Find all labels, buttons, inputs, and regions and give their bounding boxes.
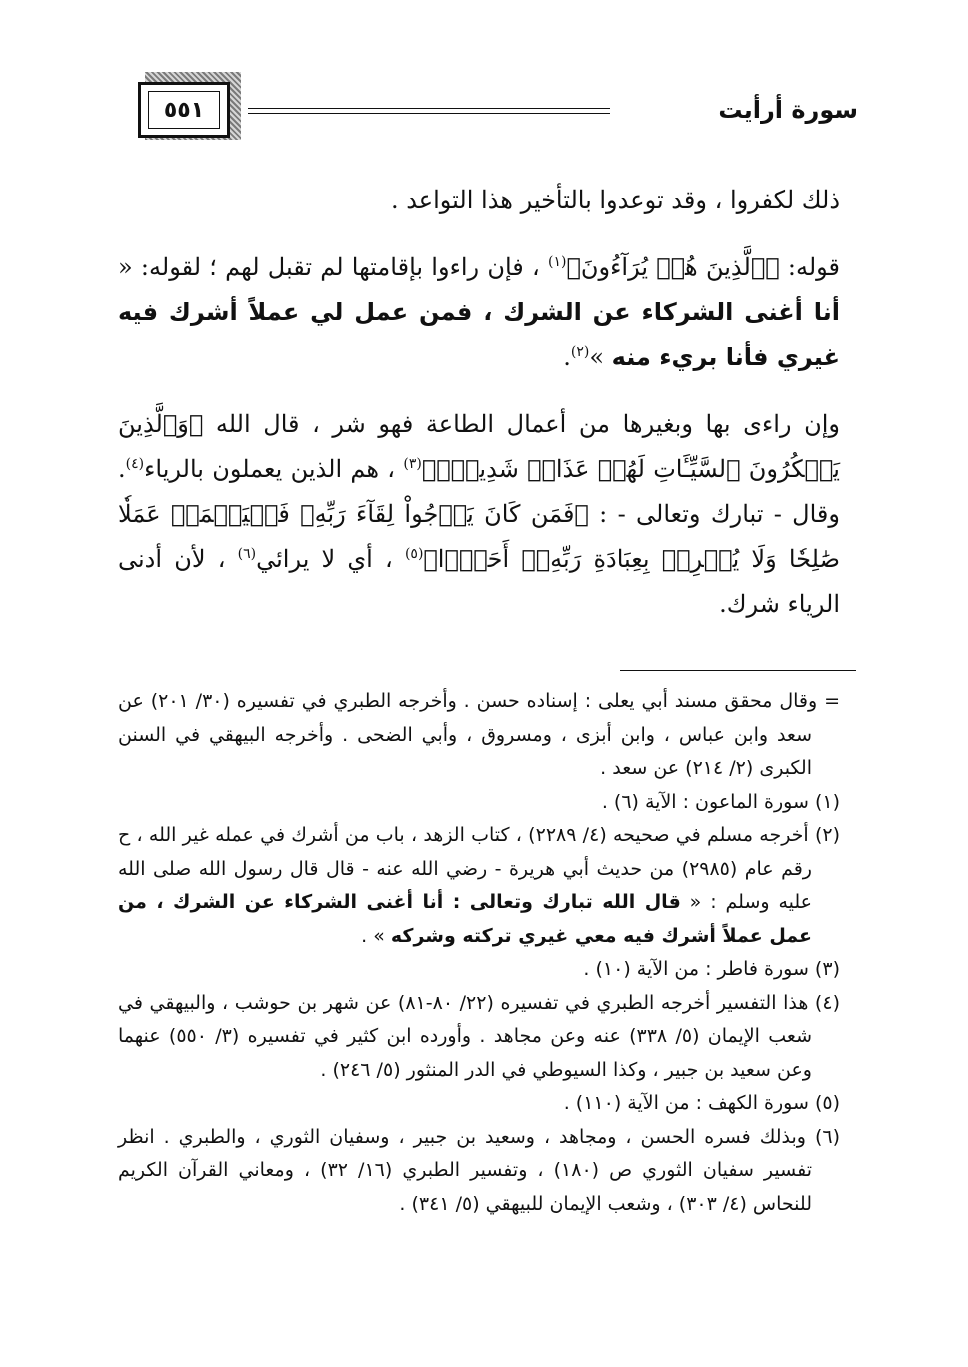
- footnote-ref: (٢): [570, 344, 590, 360]
- p3-mid2: . وقال - تبارك وتعالى - :: [118, 455, 840, 528]
- p2-end: »: [589, 343, 612, 371]
- p2-tail: .: [563, 343, 571, 371]
- footnote-2-hadith: قال الله تبارك وتعالى : أنا أغنى الشركاء عن الشرك ، من عمل عملاً أشرك فيه معي غيري تركته وشركه: [118, 891, 812, 947]
- paragraph-3: [118, 402, 840, 627]
- header-rule: [248, 108, 610, 114]
- p2-intro: قوله:: [779, 253, 841, 281]
- page-header: [0, 0, 968, 150]
- p2-after: ، فإن راءوا بإقامتها لم تقبل لهم ؛ لقوله: «: [118, 253, 549, 281]
- footnote-6: (٦) وبذلك فسره الحسن ، ومجاهد ، وسعيد بن جبير ، وسفيان الثوري ، والطبري . انظر تفسير سفيان الثوري ص (١٨٠) ، وتفسير الطبري (١٦/ ٣٢) ، ومعاني القرآن الكريم للنحاس (٤/ ٣٠٣) ، وشعب الإيمان للبيهقي (٥/ ٣٤١) .: [118, 1125, 840, 1215]
- footnote-2-text: (٢) أخرجه مسلم في صحيحه (٤/ ٢٢٨٩) ، كتاب الزهد ، باب من أشرك في عمله غير الله ، ح رقم عام (٢٩٨٥) من حديث أبي هريرة - رضي الله عنه - قال قال رسول الله صلى الله عليه وسلم : «: [118, 824, 840, 913]
- hadith-text: أنا أغنى الشركاء عن الشرك ، فمن عمل لي عملاً أشرك فيه غيري فأنا بريء منه: [118, 298, 840, 371]
- p3-end: ، لأن أدنى الرياء شرك.: [118, 545, 840, 618]
- footnote-separator: [620, 670, 856, 671]
- footnotes: [118, 685, 840, 1221]
- p3-intro: وإن راءى بها وبغيرها من أعمال الطاعة فهو شر ، قال الله: [203, 410, 840, 438]
- p3-mid: ، هم الذين يعملون بالرياء: [144, 455, 404, 483]
- paragraph-2: [118, 245, 840, 380]
- footnote-ref: (٥): [404, 546, 424, 562]
- page-number: ٥٥١: [148, 91, 220, 129]
- footnote-2: [118, 819, 840, 953]
- footnote-2-end: » .: [361, 924, 391, 947]
- page-number-frame: [138, 82, 230, 138]
- quran-verse: ﴿ٱلَّذِينَ هُمۡ يُرَآءُونَ﴾: [566, 253, 780, 281]
- quran-verse: ﴿وَٱلَّذِينَ يَمۡكُرُونَ ٱلسَّيِّـَٔاتِ لَهُمۡ عَذَابٞ شَدِيدٞۖ﴾: [118, 410, 840, 483]
- surah-title: سورة أرأيت: [718, 96, 858, 124]
- footnote-5: (٥) سورة الكهف : من الآية (١١٠) .: [563, 1092, 840, 1114]
- footnote-1: (١) سورة الماعون : الآية (٦) .: [601, 790, 840, 813]
- footnote-3: (٣) سورة فاطر : من الآية (١٠) .: [583, 958, 840, 980]
- paragraph-1: ذلك لكفروا ، وقد توعدوا بالتأخير هذا التواعد .: [390, 186, 840, 214]
- footnote-ref: (١): [548, 254, 567, 270]
- footnote-ref: (٦): [237, 546, 257, 562]
- footnote-ref: (٤): [125, 456, 145, 472]
- footnote-ref: (٣): [403, 456, 422, 472]
- main-text: [118, 178, 840, 649]
- footnote-4: (٤) هذا التفسير أخرجه الطبري في تفسيره (٢٢/ ٨٠-٨١) عن شهر بن حوشب ، والبيهقي في شعب الإيمان (٥/ ٣٣٨) عنه وعن مجاهد . وأورده ابن كثير في تفسيره (٣/ ٥٥٠) عنهما وعن سعيد بن جبير ، وكذا السيوطي في الدر المنثور (٥/ ٢٤٦) .: [118, 991, 840, 1081]
- quran-verse: ﴿فَمَن كَانَ يَرۡجُواْ لِقَآءَ رَبِّهِۦ فَلۡيَعۡمَلۡ عَمَلٗا صَٰلِحٗا وَلَا يُشۡرِكۡ بِعِبَادَةِ رَبِّهِۦٓ أَحَدَۢا﴾: [118, 500, 840, 573]
- p3-mid3: ، أي لا يرائي: [256, 545, 405, 573]
- footnote-continued: = وقال محقق مسند أبي يعلى : إسناده حسن . وأخرجه الطبري في تفسيره (٣٠/ ٢٠١) عن سعد وابن عباس ، وابن أبزى ، ومسروق ، وأبي الضحى . وأخرجه البيهقي في السنن الكبرى (٢/ ٢١٤) عن سعد .: [118, 690, 840, 779]
